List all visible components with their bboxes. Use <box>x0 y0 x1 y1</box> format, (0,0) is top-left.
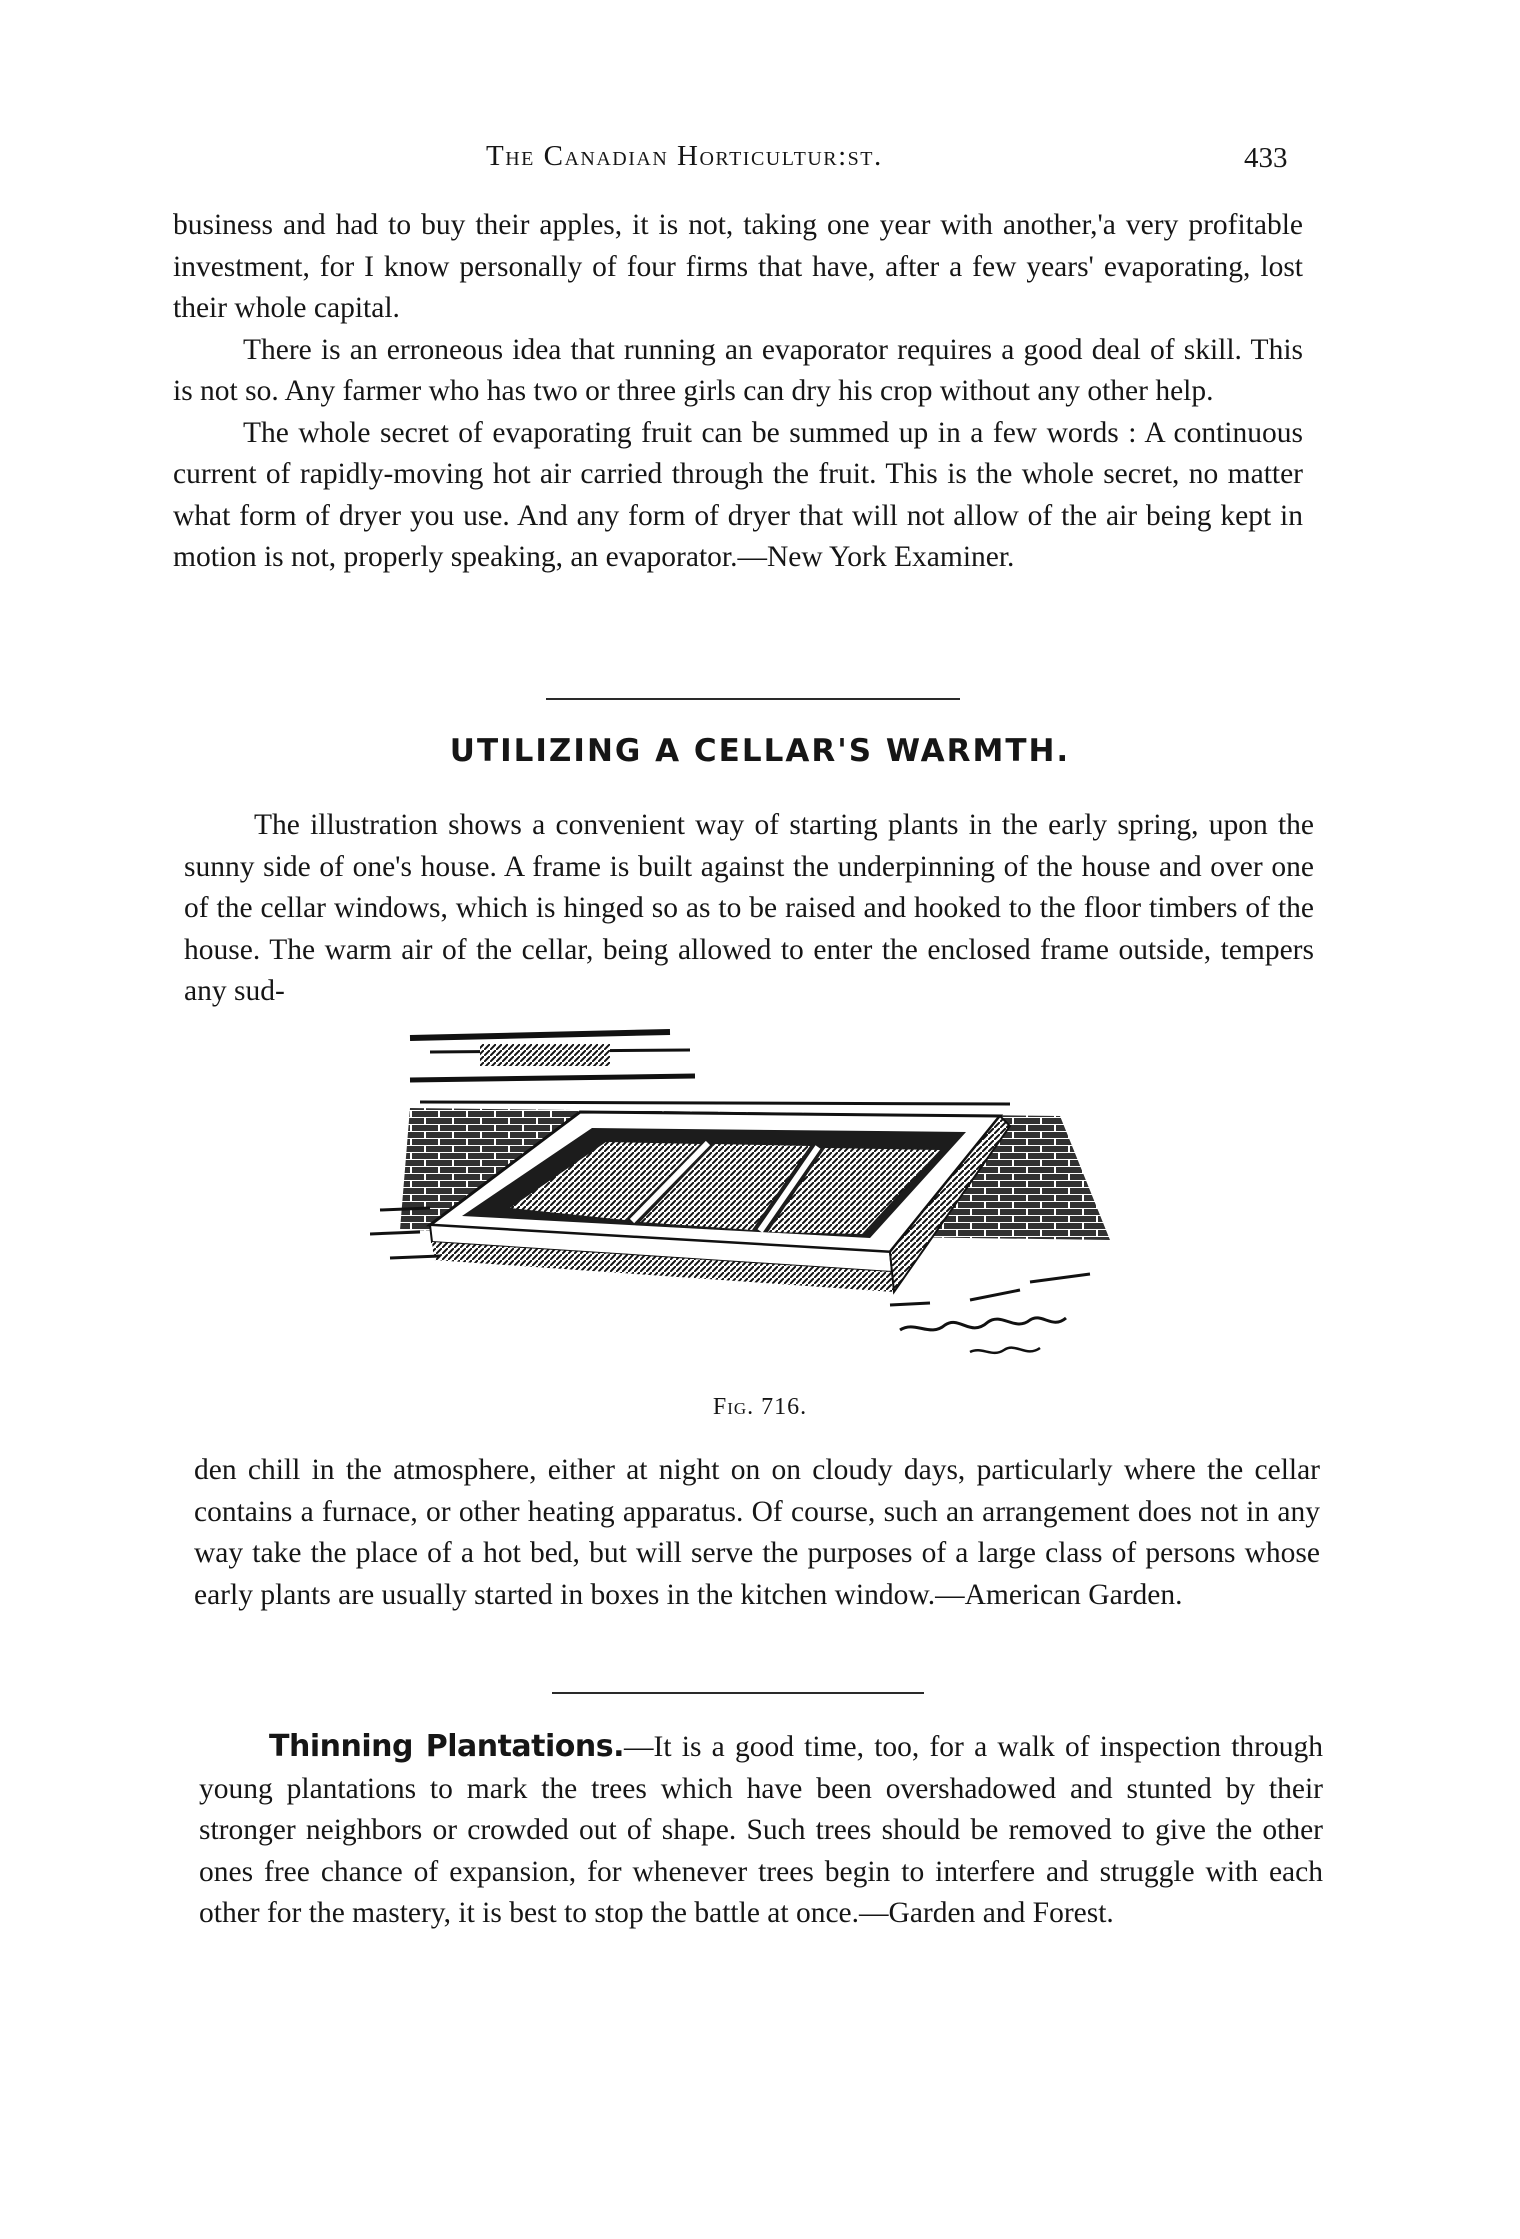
paragraph-before-figure: The illustration shows a convenient way of starting plants in the early spring, upon the sunny side of one's house. A frame is built against the underpinning of the house and over one of the cellar windows, which is hinged so as to be raised and hooked to the floor timbers of the house. The warm air of the cellar, being allowed to enter the enclosed frame outside, tempers any sud- <box>184 809 1314 1007</box>
figure-caption: Fig. 716. <box>712 1394 808 1420</box>
paragraph-2: There is an erroneous idea that running an evaporator requires a good deal of skill. This is not so. Any farmer who has two or three girls can dry his crop without any other help. <box>173 333 1303 407</box>
run-in-heading: Thinning Plantations. <box>269 1729 625 1764</box>
page-number: 433 <box>1244 142 1288 174</box>
thinning-plantations-article <box>199 1726 1323 1935</box>
cellar-article-continuation <box>194 1450 1320 1616</box>
cold-frame-drawing <box>370 1020 1160 1380</box>
paragraph-after-figure: den chill in the atmosphere, either at night on on cloudy days, particularly where the cellar contains a furnace, or other heating apparatus. Of course, such an arrangement does not in any way take the place of a hot bed, but will serve the purposes of a large class of persons whose early plants are usually started in boxes in the kitchen window.—American Garden. <box>194 1454 1320 1611</box>
section-title: UTILIZING A CELLAR'S WARMTH. <box>449 733 1071 769</box>
section-divider-2 <box>552 1692 924 1694</box>
cold-frame-illustration <box>370 1020 1160 1380</box>
thinning-paragraph <box>199 1726 1323 1935</box>
section-divider <box>546 698 960 700</box>
cellar-article-intro <box>184 805 1314 1013</box>
running-title: The Canadian Horticultur:st. <box>486 140 883 172</box>
paragraph-1: business and had to buy their apples, it is not, taking one year with another,'a very profitable investment, for I know personally of four firms that have, after a few years' evaporating, lost their whole capital. <box>173 209 1303 324</box>
thinning-text: —It is a good time, too, for a walk of inspection through young plantations to mark the trees which have been overshadowed and stunted by their stronger neighbors or crowded out of shape. Such trees should be removed to give the other ones free chance of expansion, for whenever trees begin to interfere and struggle with each other for the mastery, it is best to stop the battle at once.—Garden and Forest. <box>199 1731 1323 1929</box>
paragraph-3: The whole secret of evaporating fruit can be summed up in a few words : A continuous current of rapidly-moving hot air carried through the fruit. This is the whole secret, no matter what form of dryer you use. And any form of dryer that will not allow of the air being kept in motion is not, properly speaking, an evaporator.—New York Examiner. <box>173 416 1303 573</box>
evaporator-article-continuation <box>173 205 1303 579</box>
